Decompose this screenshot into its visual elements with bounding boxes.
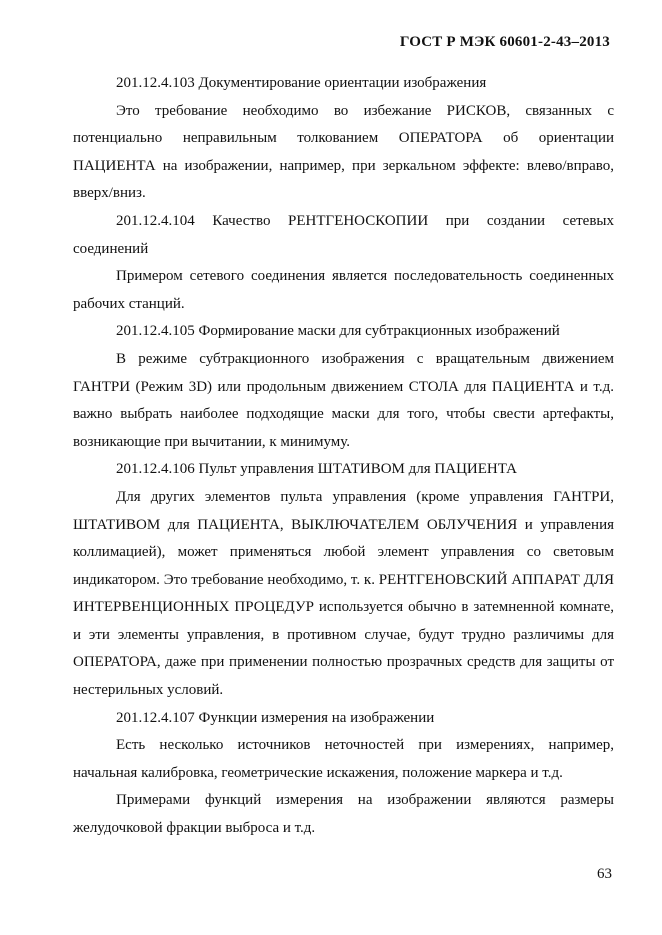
document-body: [73, 70, 614, 843]
paragraph: Для других элементов пульта управления (кроме управления ГАНТРИ, ШТАТИВОМ для ПАЦИЕНТА, ВЫКЛЮЧАТЕЛЕМ ОБЛУЧЕНИЯ и управления коллимацией), может применяться любой элемент управления со световым индикатором. Это требование необходимо, т. к. РЕНТГЕНОВСКИЙ АППАРАТ ДЛЯ ИНТЕРВЕНЦИОННЫХ ПРОЦЕДУР используется обычно в затемненной комнате, и эти элементы управления, в противном случае, будут трудно различимы для ОПЕРАТОРА, даже при применении полностью прозрачных средств для защиты от нестерильных условий.: [73, 488, 614, 699]
paragraph: Это требование необходимо во избежание РИСКОВ, связанных с потенциально неправильным толкованием ОПЕРАТОРА об ориентации ПАЦИЕНТА на изображении, например, при зеркальном эффекте: влево/вправо, вверх/вниз.: [73, 102, 614, 202]
section-heading-106: 201.12.4.106 Пульт управления ШТАТИВОМ для ПАЦИЕНТА: [116, 461, 517, 478]
section-heading-105: 201.12.4.105 Формирование маски для субтракционных изображений: [116, 323, 560, 340]
paragraph: Примером сетевого соединения является последовательность соединенных рабочих станций.: [73, 268, 614, 312]
paragraph: Примерами функций измерения на изображении являются размеры желудочковой фракции выброса и т.д.: [73, 792, 614, 837]
section-heading-107: 201.12.4.107 Функции измерения на изображении: [116, 709, 435, 726]
paragraph: Есть несколько источников неточностей при измерениях, например, начальная калибровка, геометрические искажения, положение маркера и т.д.: [73, 737, 614, 781]
section-heading-103: 201.12.4.103 Документирование ориентации изображения: [116, 75, 487, 91]
page-number: 63: [597, 866, 612, 882]
section-heading-104: 201.12.4.104 Качество РЕНТГЕНОСКОПИИ при создании сетевых соединений: [73, 212, 614, 257]
paragraph: В режиме субтракционного изображения с вращательным движением ГАНТРИ (Режим 3D) или продольным движением СТОЛА для ПАЦИЕНТА и т.д. важно выбрать наиболее подходящие маски для того, чтобы свести артефакты, возникающие при вычитании, к минимуму.: [73, 350, 614, 450]
document-header: ГОСТ Р МЭК 60601-2-43–2013: [399, 34, 610, 50]
